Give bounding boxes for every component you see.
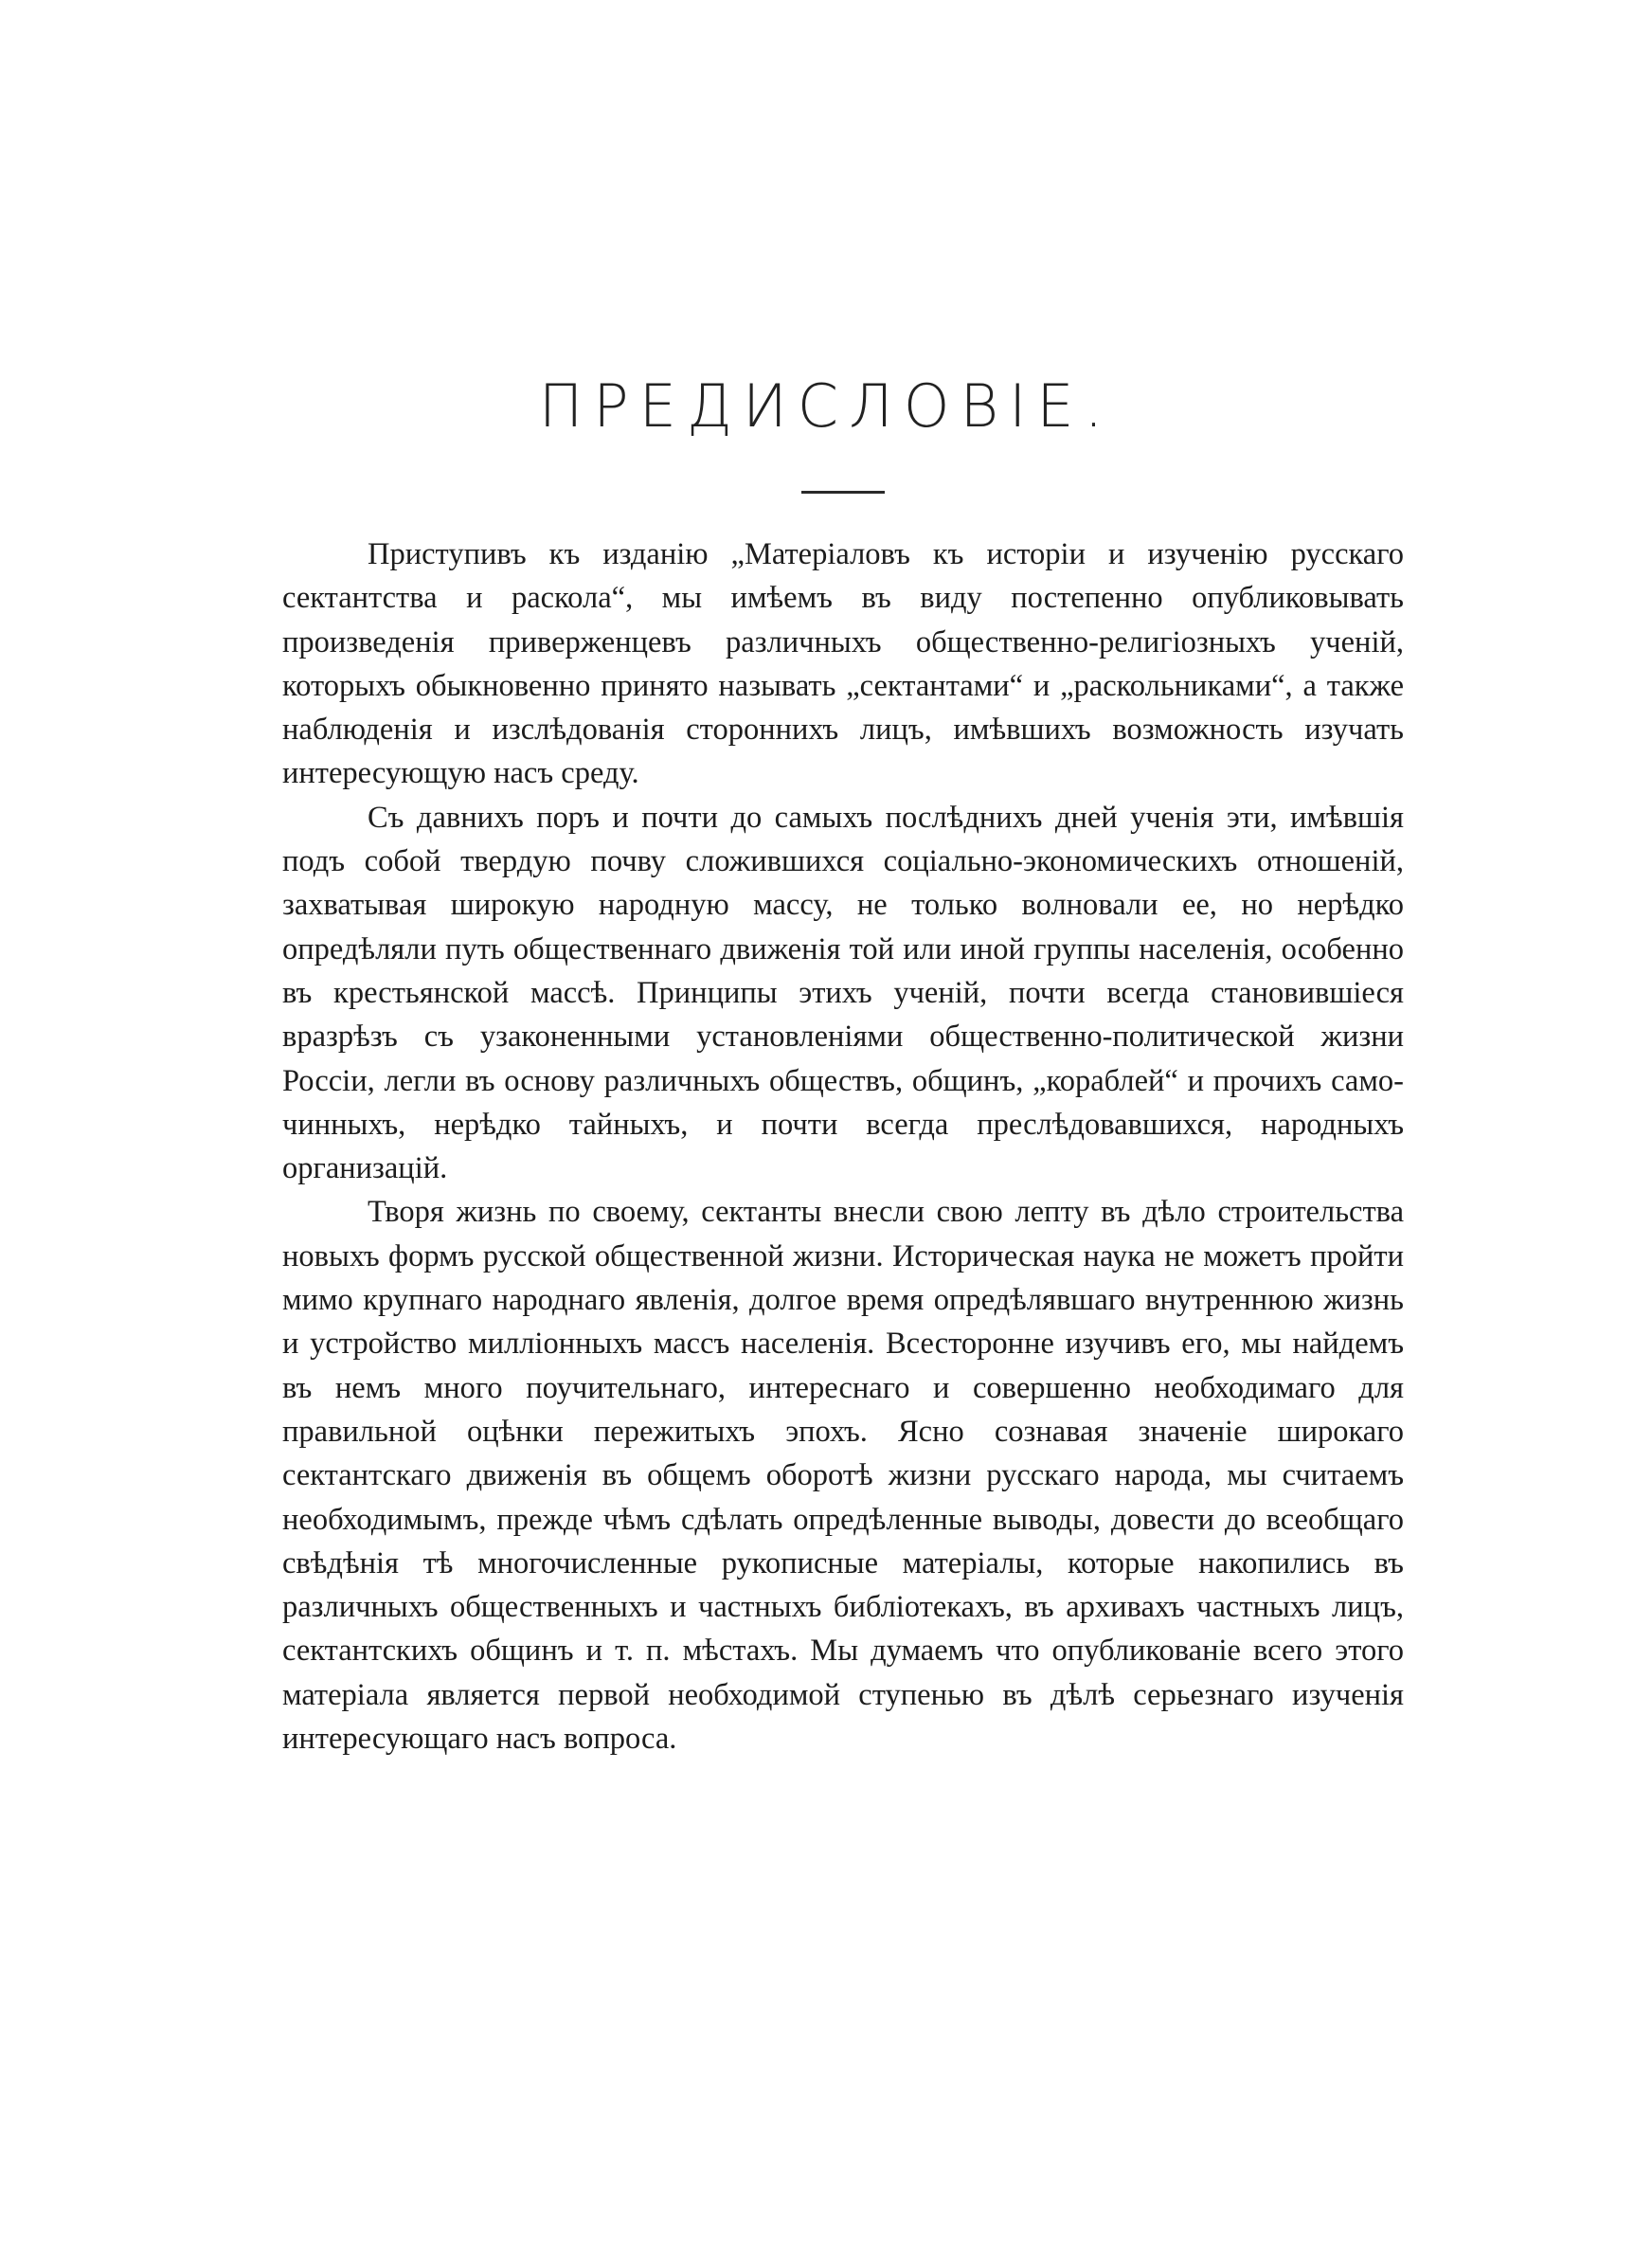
paragraph-3: Творя жизнь по своему, сектанты внесли свою лепту въ дѣло строительства новыхъ формъ русской общественной жизни. Историческая наука не можетъ пройти мимо крупнаго народнаго явленія, долгое время опредѣлявшаго внутреннюю жизнь и устройство милліонныхъ массъ населенія. Всесторонне изучивъ его, мы найдемъ въ немъ много поучительнаго, интереснаго и совершенно необходимаго для правильной оцѣнки пережитыхъ эпохъ. Ясно сознавая значеніе широкаго сектантскаго движенія въ общемъ оборотѣ жизни русскаго народа, мы считаемъ необходимымъ, прежде чѣмъ сдѣлать опредѣленные выводы, довести до всеобщаго свѣдѣнія тѣ многочисленные рукописные матеріалы, которые накопились въ различныхъ общественныхъ и частныхъ библіотекахъ, въ архивахъ частныхъ лицъ, сектантскихъ общинъ и т. п. мѣстахъ. Мы думаемъ что опубликованіе всего этого матеріала является первой необходимой ступенью въ дѣлѣ серьезнаго изученія интересующаго насъ вопроса. (282, 1195, 1404, 1757)
paragraph-2: Съ давнихъ поръ и почти до самыхъ послѣднихъ дней ученія эти, имѣвшія подъ собой твердую почву сложившихся соціально-экономическихъ отношеній, захватывая широкую народную массу, не только волновали ее, но нерѣдко опредѣляли путь общественнаго движенія той или иной группы населенія, особенно въ крестьянской массѣ. Принципы этихъ ученій, почти всегда становившіеся вразрѣзъ съ узаконенными установленіями общественно-политической жизни Россіи, легли въ основу различныхъ обществъ, общинъ, „кораблей“ и прочихъ самочинныхъ, нерѣдко тайныхъ, и почти всегда преслѣдовавшихся, народныхъ организацій. (282, 800, 1404, 1186)
title-divider (801, 491, 885, 494)
page-title: ПРЕДИСЛОВІЕ. (538, 371, 1114, 441)
preface-body (282, 533, 1404, 1760)
paragraph-1: Приступивъ къ изданію „Матеріаловъ къ исторіи и изученію русскаго сектантства и раскола“, мы имѣемъ въ виду постепенно опубликовывать произведенія приверженцевъ различныхъ общественно-религіозныхъ ученій, которыхъ обыкновенно принято называть „сектантами“ и „раскольниками“, а также наблюденія и изслѣдованія стороннихъ лицъ, имѣвшихъ возможность изучать интересующую насъ среду. (282, 537, 1404, 791)
